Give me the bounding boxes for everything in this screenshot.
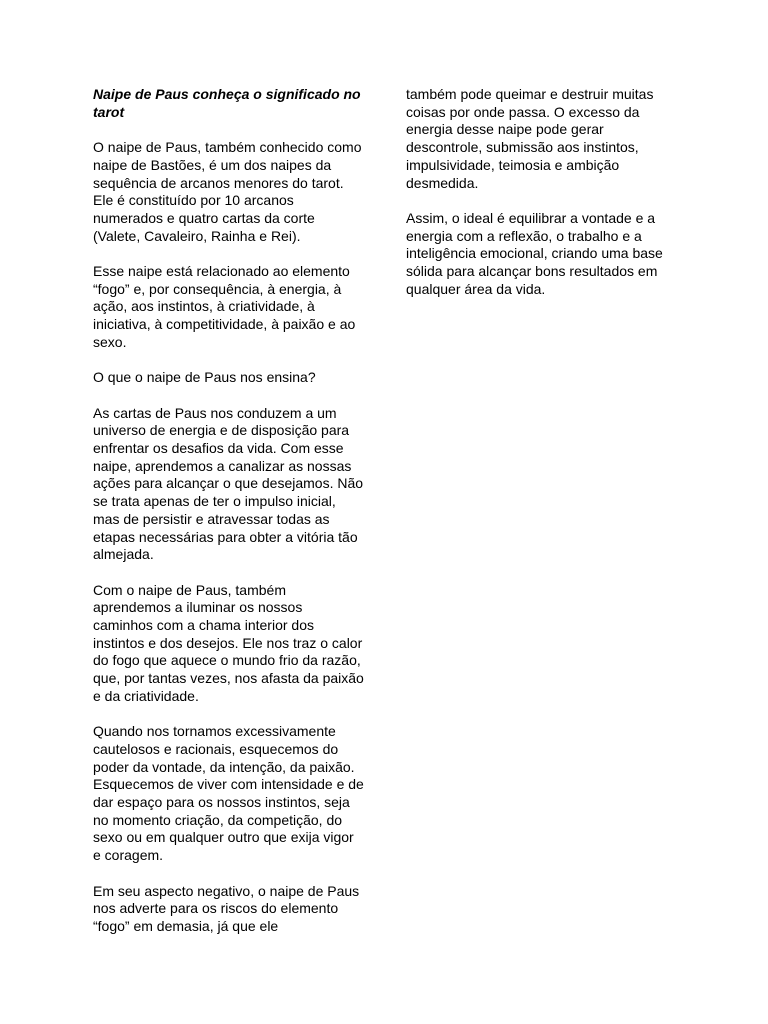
paragraph: Com o naipe de Paus, também aprendemos a iluminar os nossos caminhos com a chama interior dos instintos e dos desejos. Ele nos traz o calor do fogo que aquece o mundo frio da razão, que, por tantas vezes, nos afasta da paixão e da criatividade. <box>93 581 364 704</box>
paragraph: As cartas de Paus nos conduzem a um universo de energia e de disposição para enfrentar os desafios da vida. Com esse naipe, aprendemos a canalizar as nossas ações para alcançar o que desejamos. Não se trata apenas de ter o impulso inicial, mas de persistir e atravessar todas as etapas necessárias para obter a vitória tão almejada. <box>93 404 364 563</box>
section-heading: O que o naipe de Paus nos ensina? <box>93 369 316 386</box>
paragraph: Em seu aspecto negativo, o naipe de Paus nos adverte para os riscos do elemento “fogo” em demasia, já que ele <box>93 882 360 934</box>
right-column <box>406 86 676 316</box>
paragraph: Esse naipe está relacionado ao elemento “fogo” e, por consequência, à energia, à ação, aos instintos, à criatividade, à iniciativa, à competitividade, à paixão e ao sexo. <box>93 263 356 350</box>
left-column <box>93 86 365 953</box>
document-title: Naipe de Paus conheça o significado no tarot <box>93 86 361 120</box>
paragraph: Quando nos tornamos excessivamente cautelosos e racionais, esquecemos do poder da vontade, da intenção, da paixão. Esquecemos de viver com intensidade e de dar espaço para os nossos instintos, seja no momento criação, da competição, do sexo ou em qualquer outro que exija vigor e coragem. <box>93 723 364 864</box>
paragraph: Assim, o ideal é equilibrar a vontade e a energia com a reflexão, o trabalho e a inteligência emocional, criando uma base sólida para alcançar bons resultados em qualquer área da vida. <box>406 209 663 297</box>
paragraph: O naipe de Paus, também conhecido como naipe de Bastões, é um dos naipes da sequência de arcanos menores do tarot. Ele é constituído por 10 arcanos numerados e quatro cartas da corte (Valete, Cavaleiro, Rainha e Rei). <box>93 139 362 244</box>
paragraph: também pode queimar e destruir muitas coisas por onde passa. O excesso da energia desse naipe pode gerar descontrole, submissão aos instintos, impulsividade, teimosia e ambição desmedida. <box>406 86 654 191</box>
